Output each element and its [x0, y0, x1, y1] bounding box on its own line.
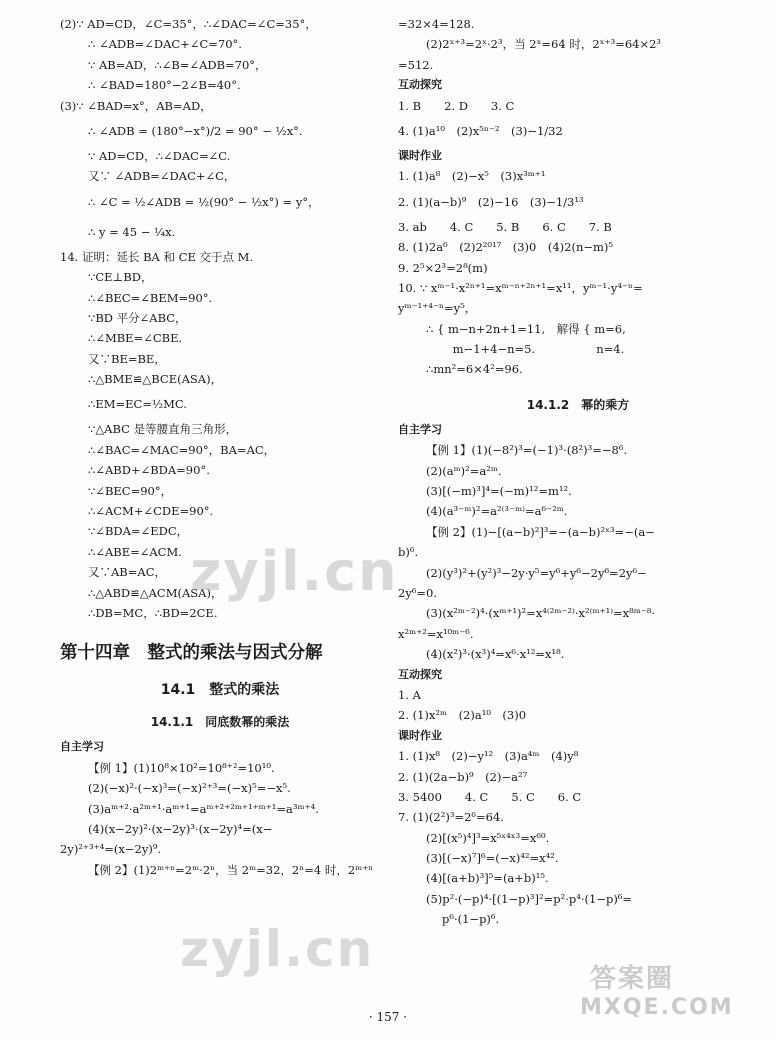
section-label: 互动探究	[398, 78, 442, 92]
answer-line: 4. (1)a¹⁰ (2)x⁵ⁿ⁻² (3)−1/32	[398, 123, 563, 138]
left-column	[60, 14, 380, 880]
answer-line: m−1+4−n=5. n=4.	[426, 342, 625, 357]
answer-line: ∴ ∠C = ½∠ADB = ½(90° − ½x°) = y°，	[88, 194, 320, 209]
answer-line: (2)(aᵐ)²=a²ᵐ.	[426, 463, 502, 478]
answer-line: 3. ab 4. C 5. B 6. C 7. B	[398, 219, 612, 234]
answer-line: ∴ { m−n+2n+1=11, 解得 { m=6,	[426, 321, 626, 336]
answer-line: ∴ y = 45 − ¼x.	[88, 224, 176, 239]
answer-line: (3)[(−x)⁷]⁶=(−x)⁴²=x⁴².	[426, 851, 559, 866]
answer-line: (4)(a³⁻ᵐ)²=a²⁽³⁻ᵐ⁾=a⁶⁻²ᵐ.	[426, 504, 568, 519]
section-label: 互动探究	[398, 667, 442, 681]
answer-line: ∴ ∠ADB = (180°−x°)/2 = 90° − ½x°.	[88, 123, 303, 138]
answer-line: 7. (1)(2²)³=2⁶=64.	[398, 810, 504, 825]
answer-line: ∵△ABC 是等腰直角三角形，	[88, 422, 238, 437]
answer-line: ∴∠BEC=∠BEM=90°.	[88, 290, 213, 305]
section-title: 14.1 整式的乘法	[160, 682, 280, 699]
answer-line: ∵ AD=CD，∴∠DAC=∠C.	[88, 148, 231, 163]
answer-line: (4)[(a+b)³]⁵=(a+b)¹⁵.	[426, 871, 549, 886]
answer-line: 又∵BE=BE，	[88, 351, 166, 366]
answer-line: ∵CE⊥BD，	[88, 270, 153, 285]
answer-line: ∴∠BAC=∠MAC=90°，BA=AC，	[88, 442, 276, 457]
watermark-mxqe: MXQE.COM	[580, 995, 734, 1020]
answer-line: yᵐ⁻¹⁺⁴⁻ⁿ=y⁵，	[398, 301, 477, 316]
answer-line: (2)[(x⁵)⁴]³=x⁵ˣ⁴ˣ³=x⁶⁰.	[426, 830, 550, 845]
answer-line: ∴mn²=6×4²=96.	[426, 362, 523, 377]
answer-line: 【例 1】(1)10⁸×10²=10⁸⁺²=10¹⁰.	[88, 760, 275, 775]
answer-line: ∵∠BDA=∠EDC，	[88, 524, 189, 539]
right-answer-block-2	[398, 420, 758, 930]
section-label: 课时作业	[398, 728, 442, 742]
answer-line: x²ᵐ⁺²=x¹⁰ᵐ⁻⁶.	[398, 626, 474, 641]
answer-line: 【例 2】(1)2ᵐ⁺ⁿ=2ᵐ·2ⁿ，当 2ᵐ=32，2ⁿ=4 时，2ᵐ⁺ⁿ	[88, 862, 374, 877]
answer-line: 2y⁶=0.	[398, 585, 438, 600]
answer-line: p⁶·(1−p)⁶.	[442, 912, 500, 927]
answer-line: ∴∠MBE=∠CBE.	[88, 331, 183, 346]
answer-line: ∴△ABD≌△ACM(ASA)，	[88, 585, 223, 600]
left-answer-block-2	[60, 758, 380, 880]
answer-line: 又∵ ∠ADB=∠DAC+∠C，	[88, 169, 236, 184]
answer-line: b)⁶.	[398, 545, 419, 560]
answer-line: (2)(y³)²+(y²)³−2y·y⁵=y⁶+y⁶−2y⁶=2y⁶−	[426, 565, 647, 580]
answer-line: ∵∠BEC=90°，	[88, 483, 173, 498]
answer-line: =32×4=128.	[398, 17, 475, 31]
answer-line: 2. (1)x²ᵐ (2)a¹⁰ (3)0	[398, 708, 527, 723]
answer-line: ∴∠ABE=∠ACM.	[88, 544, 182, 559]
answer-line: (2)∵ AD=CD，∠C=35°，∴∠DAC=∠C=35°，	[60, 17, 317, 31]
answer-line: ∴DB=MC，∴BD=2CE.	[88, 605, 218, 620]
chapter-title: 第十四章 整式的乘法与因式分解	[60, 643, 323, 664]
answer-line: 2. (1)(a−b)⁹ (2)−16 (3)−1/3¹³	[398, 194, 584, 209]
right-subsection-title: 14.1.2 幂的乘方	[526, 397, 630, 412]
answer-line: 【例 2】(1)−[(a−b)²]³=−(a−b)²ˣ³=−(a−	[426, 524, 655, 539]
answer-line: (4)(x²)³·(x³)⁴=x⁶·x¹²=x¹⁸.	[426, 647, 565, 662]
answer-line: ∵ AB=AD，∴∠B=∠ADB=70°，	[88, 57, 267, 72]
answer-line: (3)[(−m)³]⁴=(−m)¹²=m¹².	[426, 484, 572, 499]
answer-line: 1. (1)x⁸ (2)−y¹² (3)a⁴ᵐ (4)y⁸	[398, 749, 579, 764]
answer-line: 3. 5400 4. C 5. C 6. C	[398, 789, 582, 804]
right-column	[398, 14, 758, 930]
self-study-label: 自主学习	[60, 740, 104, 754]
answer-line: 【例 1】(1)(−8²)³=(−1)³·(8²)³=−8⁶.	[426, 443, 628, 458]
answer-line: ∴ ∠ADB=∠DAC+∠C=70°.	[88, 37, 242, 52]
answer-line: ∴∠ACM+∠CDE=90°.	[88, 504, 214, 519]
section-label: 课时作业	[398, 148, 442, 162]
watermark-daanquan: 答案圈	[590, 964, 675, 994]
answer-line: =512.	[398, 57, 434, 72]
answer-line: 14. 证明：延长 BA 和 CE 交于点 M.	[60, 249, 254, 264]
answer-line: ∴ ∠BAD=180°−2∠B=40°.	[88, 78, 241, 93]
left-answer-block-1	[60, 14, 380, 623]
subsection-title: 14.1.1 同底数幂的乘法	[150, 715, 290, 730]
answer-line: 1. A	[398, 687, 421, 702]
answer-line: 8. (1)2a⁶ (2)2²⁰¹⁷ (3)0 (4)2(n−m)⁵	[398, 240, 613, 255]
answer-line: 10. ∵ xᵐ⁻¹·x²ⁿ⁺¹=xᵐ⁻ⁿ⁺²ⁿ⁺¹=x¹¹，yᵐ⁻¹·y⁴⁻ⁿ=	[398, 280, 643, 295]
right-answer-block-1	[398, 14, 758, 380]
answer-line: (4)(x−2y)²·(x−2y)³·(x−2y)⁴=(x−	[88, 821, 273, 836]
page-number: · 157 ·	[368, 1010, 408, 1024]
answer-line: 9. 2⁵×2³=2⁸(m)	[398, 260, 488, 275]
answer-line: 1. B 2. D 3. C	[398, 98, 515, 113]
section-label: 自主学习	[398, 422, 442, 436]
answer-line: (3)(x²ᵐ⁻²)⁴·(xᵐ⁺¹)²=x⁴⁽²ᵐ⁻²⁾·x²⁽ᵐ⁺¹⁾=x⁸ᵐ⁻⁸·	[426, 606, 656, 621]
answer-line: (5)p²·(−p)⁴·[(1−p)³]²=p²·p⁴·(1−p)⁶=	[426, 891, 633, 906]
answer-line: (2)(−x)²·(−x)³=(−x)²⁺³=(−x)⁵=−x⁵.	[88, 781, 291, 796]
watermark-zyjl-2: zyjl.cn	[180, 920, 375, 978]
answer-line: ∵BD 平分∠ABC，	[88, 310, 187, 325]
answer-line: ∴△BME≌△BCE(ASA)，	[88, 372, 223, 387]
answer-line: (2)2ˣ⁺³=2ˣ·2³，当 2ˣ=64 时，2ˣ⁺³=64×2³	[426, 37, 662, 52]
answer-line: ∴EM=EC=½MC.	[88, 397, 187, 412]
answer-line: 又∵AB=AC，	[88, 565, 166, 580]
answer-line: (3)aᵐ⁺²·a²ᵐ⁺¹·aᵐ⁺¹=aᵐ⁺²⁺²ᵐ⁺¹⁺ᵐ⁺¹=a³ᵐ⁺⁴.	[88, 801, 319, 816]
answer-line: 1. (1)a⁸ (2)−x⁵ (3)x³ᵐ⁺¹	[398, 169, 546, 184]
answer-line: 2. (1)(2a−b)⁹ (2)−a²⁷	[398, 769, 528, 784]
answer-line: ∴∠ABD+∠BDA=90°.	[88, 463, 210, 478]
watermark-zyjl-1: zyjl.cn	[190, 540, 399, 603]
answer-line: 2y)²⁺³⁺⁴=(x−2y)⁹.	[60, 842, 162, 857]
answer-line: (3)∵ ∠BAD=x°，AB=AD，	[60, 98, 212, 113]
